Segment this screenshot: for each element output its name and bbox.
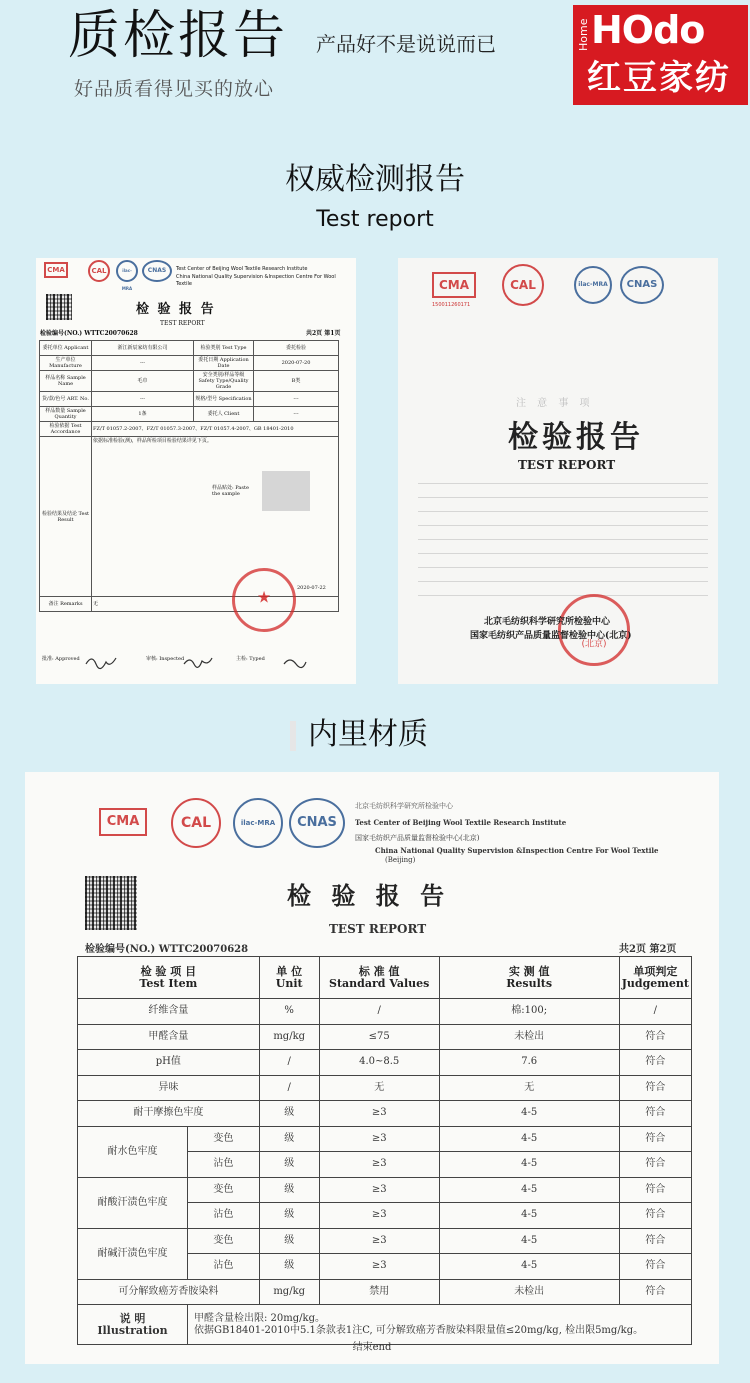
page-title: 质检报告 [68, 6, 289, 66]
table-cell: 符合 [619, 1228, 691, 1254]
table-cell: 符合 [619, 1024, 691, 1050]
table-cell: 4-5 [439, 1101, 619, 1127]
table-cell: 说 明 [119, 1311, 146, 1325]
logo-home-text: Home [577, 18, 590, 51]
cell: 委托人 Client [194, 407, 254, 422]
table-cell: ≥3 [319, 1152, 439, 1178]
section2-title: 内里材质 [308, 717, 428, 752]
cell: 浙江新辰家纺有限公司 [92, 341, 194, 356]
table-cell: 级 [259, 1177, 319, 1203]
org-name-en2: China National Quality Supervision &Inspection Centre For Wool Textile [375, 846, 659, 855]
table-cell: mg/kg [259, 1024, 319, 1050]
table-cell: 可分解致癌芳香胺染料 [78, 1279, 260, 1305]
report-title: 检 验 报 告 [287, 881, 451, 910]
table-cell: / [259, 1050, 319, 1076]
cell: 生产单位 Manufacture [40, 356, 92, 371]
header-standard [319, 957, 439, 999]
cell: B类 [254, 371, 339, 392]
approved-label: 批准: Approved [42, 656, 80, 662]
table-cell: 变色 [188, 1126, 260, 1152]
table-cell: 变色 [188, 1228, 260, 1254]
table-row [78, 1101, 692, 1127]
cell: 检验结果及结论 Test Result [40, 437, 92, 597]
table-cell: 级 [259, 1101, 319, 1127]
table-cell: (北京) [581, 639, 607, 650]
cell: 备注 Remarks [40, 597, 92, 612]
table-row [78, 1228, 692, 1254]
table-cell: ≥3 [319, 1203, 439, 1229]
table-cell: 沾色 [188, 1254, 260, 1280]
table-cell: 级 [259, 1203, 319, 1229]
ilac-badge: ilac-MRA [116, 260, 138, 282]
table-cell: 异味 [78, 1075, 260, 1101]
cell: 检验依据 Test Accordance [40, 422, 92, 437]
table-cell: 耐酸汗渍色牢度 [78, 1177, 188, 1228]
table-cell: ≥3 [319, 1254, 439, 1280]
table-cell: 单 位 [276, 964, 303, 978]
table-cell: 符合 [619, 1254, 691, 1280]
table-cell: pH值 [78, 1050, 260, 1076]
brand-logo [573, 5, 748, 105]
report-info-table [39, 340, 339, 612]
table-row [40, 341, 339, 356]
cell: 无 [92, 597, 339, 612]
table-cell: 纤维含量 [78, 999, 260, 1025]
paste-label: 样品贴处: Paste the sample [212, 485, 249, 497]
cal-badge: CAL [171, 798, 221, 848]
section2-accent-bar [290, 721, 296, 751]
cell: 安全类别/样品等级 Safety Type/Quality Grade [194, 371, 254, 392]
table-cell: 符合 [619, 1203, 691, 1229]
page-tagline: 产品好不是说说而已 [316, 32, 496, 56]
table-cell [92, 437, 339, 597]
cell: 2020-07-20 [254, 356, 339, 371]
table-cell: ≤75 [319, 1024, 439, 1050]
cnas-badge: CNAS [142, 260, 172, 282]
table-cell: ≥3 [319, 1228, 439, 1254]
table-row [78, 1177, 692, 1203]
cell: FZ/T 01057.2-2007、FZ/T 01057.3-2007、FZ/T 01057.4-2007、GB 18401-2010 [92, 422, 339, 437]
table-cell: 符合 [619, 1177, 691, 1203]
cell: 委托检验 [254, 341, 339, 356]
table-cell: 棉:100; [439, 999, 619, 1025]
org-name-cn2: 国家毛纺织产品质量监督检验中心(北京) [355, 834, 480, 842]
table-cell: 级 [259, 1254, 319, 1280]
cell: --- [92, 392, 194, 407]
table-cell: 禁用 [319, 1279, 439, 1305]
table-cell: 4-5 [439, 1126, 619, 1152]
section1-subtitle: Test report [316, 207, 434, 232]
report-title-en: TEST REPORT [329, 922, 427, 936]
cell: 1条 [92, 407, 194, 422]
table-cell: Illustration [97, 1323, 168, 1337]
table-cell: 无 [439, 1075, 619, 1101]
logo-brand-en: HOdo [591, 8, 705, 52]
table-cell: ≥3 [319, 1177, 439, 1203]
table-cell: 4-5 [439, 1177, 619, 1203]
table-row [40, 392, 339, 407]
table-cell: Judgement [621, 976, 689, 990]
report-number: 检验编号(NO.) WTTC20070628 [85, 944, 249, 955]
table-cell: / [259, 1075, 319, 1101]
result-text: 依据标准检验(测)，样品所检项目检验结果详见下页。 [93, 438, 212, 444]
table-cell: 实 测 值 [508, 964, 550, 978]
table-cell: 甲醛含量检出限: 20mg/kg。 [194, 1312, 325, 1324]
table-cell: 沾色 [188, 1203, 260, 1229]
cma-badge: CMA [44, 262, 68, 278]
cell: 货/款/色号 ART. No. [40, 392, 92, 407]
cell: 样品数量 Sample Quantity [40, 407, 92, 422]
cell: 委托日期 Application Date [194, 356, 254, 371]
org-name-cn2: 国家毛纺织产品质量监督检验中心(北京) [470, 631, 632, 641]
typed-label: 主检: Typed [236, 656, 265, 662]
cma-badge: CMA [432, 272, 476, 298]
table-cell: 级 [259, 1228, 319, 1254]
logo-brand-cn: 红豆家纺 [587, 58, 731, 98]
red-seal-stamp: ★ [232, 568, 296, 632]
table-cell: 无 [319, 1075, 439, 1101]
table-cell: Test Item [139, 976, 198, 990]
cma-number: 150011260171 [432, 302, 471, 308]
table-cell: 符合 [619, 1126, 691, 1152]
table-row [78, 1075, 692, 1101]
table-cell: ≥3 [319, 1101, 439, 1127]
sample-swatch [262, 471, 310, 511]
test-report-cover [398, 258, 718, 684]
org-name-en3: (Beijing) [385, 856, 416, 864]
cnas-badge: CNAS [289, 798, 345, 848]
table-cell: Standard Values [329, 976, 430, 990]
end-marker: 结束end [352, 1342, 392, 1353]
header-judgement [619, 957, 691, 999]
table-row [78, 1279, 692, 1305]
page-subtitle: 好品质看得见买的放心 [74, 78, 275, 100]
table-row [78, 1126, 692, 1152]
report-title-en: TEST REPORT [160, 320, 205, 327]
table-cell: 依据GB18401-2010中5.1条款表1注C, 可分解致癌芳香胺染料限量值≤20mg/kg, 检出限5mg/kg。 [194, 1324, 644, 1336]
table-cell: mg/kg [259, 1279, 319, 1305]
inspected-label: 审核: Inspected [146, 656, 185, 662]
cell: 委托单位 Applicant [40, 341, 92, 356]
ilac-badge: ilac-MRA [233, 798, 283, 848]
header-unit [259, 957, 319, 999]
table-row [40, 407, 339, 422]
table-cell: 4-5 [439, 1228, 619, 1254]
report-number: 检验编号(NO.) WTTC20070628 [40, 330, 138, 337]
cell: 检验类别 Test Type [194, 341, 254, 356]
test-report-page2 [25, 772, 719, 1364]
table-row [78, 957, 692, 999]
org-name-cn1: 北京毛纺织科学研究所检验中心 [484, 617, 611, 627]
table-cell: 单项判定 [633, 964, 678, 978]
table-cell: 7.6 [439, 1050, 619, 1076]
table-row [40, 371, 339, 392]
cal-badge: CAL [502, 264, 544, 306]
cell: --- [254, 392, 339, 407]
table-cell: 4-5 [439, 1254, 619, 1280]
test-report-page1 [36, 258, 356, 684]
cell: 毛巾 [92, 371, 194, 392]
header-results [439, 957, 619, 999]
cover-title: 检验报告 [508, 420, 644, 455]
table-cell: % [259, 999, 319, 1025]
table-cell: 符合 [619, 1101, 691, 1127]
cnas-badge: CNAS [620, 266, 664, 304]
table-cell: 4-5 [439, 1152, 619, 1178]
table-cell: Unit [275, 976, 303, 990]
table-row [78, 1050, 692, 1076]
table-cell: / [319, 999, 439, 1025]
qr-code [85, 876, 137, 930]
cell: 样品名称 Sample Name [40, 371, 92, 392]
header-test-item [78, 957, 260, 999]
report-page: 共2页 第2页 [619, 944, 677, 955]
table-cell: 标 准 值 [358, 964, 400, 978]
table-cell: 符合 [619, 1279, 691, 1305]
report-date: 2020-07-22 [297, 585, 326, 591]
table-cell: 未检出 [439, 1024, 619, 1050]
table-cell: 耐水色牢度 [78, 1126, 188, 1177]
cma-badge: CMA [99, 808, 147, 836]
table-cell: 符合 [619, 1152, 691, 1178]
notice-header: 注 意 事 项 [516, 398, 594, 409]
table-cell: 级 [259, 1152, 319, 1178]
section1-title: 权威检测报告 [285, 162, 465, 197]
table-cell: ≥3 [319, 1126, 439, 1152]
org-name-cn: 北京毛纺织科学研究所检验中心 [355, 802, 453, 810]
report-title: 检 验 报 告 [136, 302, 216, 317]
signatures [84, 652, 356, 672]
cell: --- [254, 407, 339, 422]
org-name-en1: Test Center of Beijing Wool Textile Research Institute [355, 818, 567, 827]
qr-code [46, 294, 72, 320]
table-cell: / [619, 999, 691, 1025]
table-cell: 沾色 [188, 1152, 260, 1178]
table-cell: 符合 [619, 1075, 691, 1101]
ilac-badge: ilac-MRA [574, 266, 612, 304]
table-cell: 4-5 [439, 1203, 619, 1229]
table-cell: 4.0~8.5 [319, 1050, 439, 1076]
cell: 规格/型号 Specification [194, 392, 254, 407]
table-row [40, 422, 339, 437]
table-cell: 耐碱汗渍色牢度 [78, 1228, 188, 1279]
cover-title-en: TEST REPORT [518, 458, 616, 472]
cal-badge: CAL [88, 260, 110, 282]
org-line2: China National Quality Supervision &Inspection Centre For Wool Textile [176, 274, 336, 287]
table-cell: 符合 [619, 1050, 691, 1076]
table-cell: 级 [259, 1126, 319, 1152]
table-row [78, 1024, 692, 1050]
table-cell: 甲醛含量 [78, 1024, 260, 1050]
table-row [78, 999, 692, 1025]
table-row [40, 437, 339, 597]
table-row [40, 356, 339, 371]
table-cell: 变色 [188, 1177, 260, 1203]
table-cell: 检 验 项 目 [140, 964, 197, 978]
report-page: 共2页 第1页 [306, 330, 341, 337]
faded-notice-text [418, 476, 708, 596]
results-table [77, 956, 692, 1345]
org-line1: Test Center of Beijing Wool Textile Research Institute [176, 266, 308, 272]
cell: --- [92, 356, 194, 371]
table-cell: Results [506, 976, 553, 990]
table-cell: 耐干摩擦色牢度 [78, 1101, 260, 1127]
table-cell: 未检出 [439, 1279, 619, 1305]
